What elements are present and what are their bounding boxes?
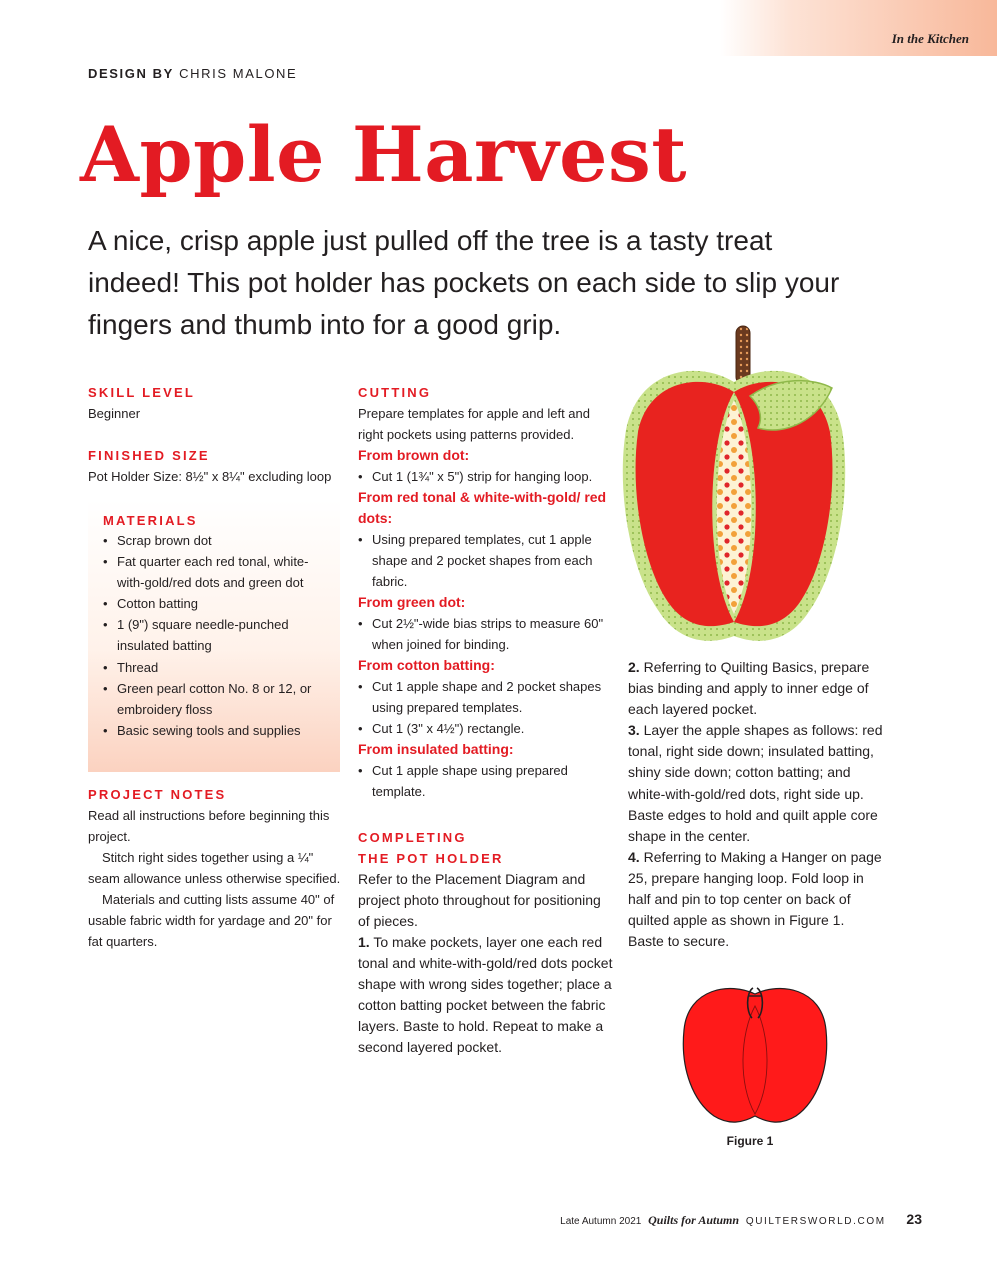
byline-label: DESIGN BY xyxy=(88,66,174,81)
page-title: Apple Harvest xyxy=(80,110,687,199)
step xyxy=(358,932,613,1058)
list-item: • 1 (9") square needle-punched insulated batting xyxy=(103,614,333,656)
cutting-list xyxy=(358,676,613,739)
figure-caption: Figure 1 xyxy=(726,1134,774,1148)
step-text: Referring to Making a Hanger on page 25, prepare hanging loop. Fold loop in half and pin to top center on back of quilted apple as shown in Figure 1. Baste to secure. xyxy=(628,848,882,950)
page-footer xyxy=(0,1211,922,1228)
step-text: Referring to Quilting Basics, prepare bias binding and apply to inner edge of each layered pocket. xyxy=(628,659,870,718)
pot-holder-photo xyxy=(618,320,850,652)
left-column xyxy=(88,382,343,487)
cutting-list xyxy=(358,529,613,592)
step-number: 3. xyxy=(628,722,640,739)
figure-1-diagram xyxy=(680,984,830,1124)
step xyxy=(628,720,883,847)
step-number: 1. xyxy=(358,934,370,950)
materials-list xyxy=(103,530,333,741)
list-item: • Cut 1 (3" x 4½") rectangle. xyxy=(358,718,613,739)
list-item: • Fat quarter each red tonal, white-with-gold/red dots and green dot xyxy=(103,551,333,593)
designer-name: CHRIS MALONE xyxy=(179,66,298,81)
skill-heading: SKILL LEVEL xyxy=(88,385,196,400)
notes-paragraph: Materials and cutting lists assume 40" of usable fabric width for yardage and 20" for fat quarters. xyxy=(88,892,335,949)
list-item: • Cut 1 (1¾" x 5") strip for hanging loop. xyxy=(358,466,613,487)
finished-value: Pot Holder Size: 8½" x 8¼" excluding loop xyxy=(88,469,332,484)
list-item: • Cut 1 apple shape and 2 pocket shapes using prepared templates. xyxy=(358,676,613,718)
list-item: • Thread xyxy=(103,657,333,678)
cutting-heading: CUTTING xyxy=(358,385,432,400)
materials-heading: MATERIALS xyxy=(103,513,198,528)
cutting-list xyxy=(358,760,613,802)
cutting-subhead: From red tonal & white-with-gold/ red dots: xyxy=(358,489,607,526)
list-item: • Green pearl cotton No. 8 or 12, or embroidery floss xyxy=(103,678,333,720)
list-item: • Cut 2½"-wide bias strips to measure 60" when joined for binding. xyxy=(358,613,613,655)
list-item: • Using prepared templates, cut 1 apple shape and 2 pocket shapes from each fabric. xyxy=(358,529,613,592)
notes-heading: PROJECT NOTES xyxy=(88,787,227,802)
cutting-subhead: From cotton batting: xyxy=(358,657,495,673)
step-number: 2. xyxy=(628,659,640,675)
step-text: Layer the apple shapes as follows: red tonal, right side down; insulated batting, shiny side down; cotton batting; and white-with-gold/red dots, right side up. Baste edges to hold and quilt apple core shape in the center. xyxy=(628,722,883,844)
cutting-list xyxy=(358,466,613,487)
footer-magazine: Quilts for Autumn xyxy=(648,1213,740,1227)
cutting-list xyxy=(358,613,613,655)
finished-heading: FINISHED SIZE xyxy=(88,448,210,463)
completing-intro: Refer to the Placement Diagram and project photo throughout for positioning of pieces. xyxy=(358,871,601,929)
step-text: To make pockets, layer one each red tonal and white-with-gold/red dots pocket shape with wrong sides together; place a cotton batting pocket between the fabric layers. Baste to hold. Repeat to make a second layered pocket. xyxy=(358,934,613,1055)
hanging-loop xyxy=(736,326,750,384)
project-notes xyxy=(88,784,343,952)
page-number: 23 xyxy=(906,1211,922,1227)
completing-heading: COMPLETING xyxy=(358,830,467,845)
step xyxy=(628,657,883,720)
list-item: • Basic sewing tools and supplies xyxy=(103,720,333,741)
notes-paragraph: Stitch right sides together using a ¼" seam allowance unless otherwise specified. xyxy=(88,850,341,886)
footer-issue: Late Autumn 2021 xyxy=(560,1216,642,1227)
skill-value: Beginner xyxy=(88,406,141,421)
cutting-subhead: From brown dot: xyxy=(358,447,470,463)
cutting-section xyxy=(358,382,613,802)
list-item: • Cotton batting xyxy=(103,593,333,614)
list-item: • Cut 1 apple shape using prepared template. xyxy=(358,760,613,802)
section-tab xyxy=(720,0,997,56)
step-number: 4. xyxy=(628,848,640,865)
cutting-intro: Prepare templates for apple and left and right pockets using patterns provided. xyxy=(358,406,590,442)
figure-apple xyxy=(683,989,826,1123)
cutting-subhead: From insulated batting: xyxy=(358,741,514,757)
intro-text: A nice, crisp apple just pulled off the tree is a tasty treat indeed! This pot holder has pockets on each side to slip your fingers and thumb into for a good grip. xyxy=(88,225,840,340)
completing-heading: THE POT HOLDER xyxy=(358,851,504,866)
right-column xyxy=(628,657,883,952)
list-item: • Scrap brown dot xyxy=(103,530,333,551)
materials-box xyxy=(88,500,340,772)
cutting-subhead: From green dot: xyxy=(358,594,466,610)
notes-paragraph: Read all instructions before beginning this project. xyxy=(88,808,330,844)
footer-site: QUILTERSWORLD.COM xyxy=(745,1216,886,1227)
step xyxy=(628,847,883,952)
section-label: In the Kitchen xyxy=(891,31,969,46)
byline xyxy=(88,66,297,81)
completing-section xyxy=(358,827,613,1058)
